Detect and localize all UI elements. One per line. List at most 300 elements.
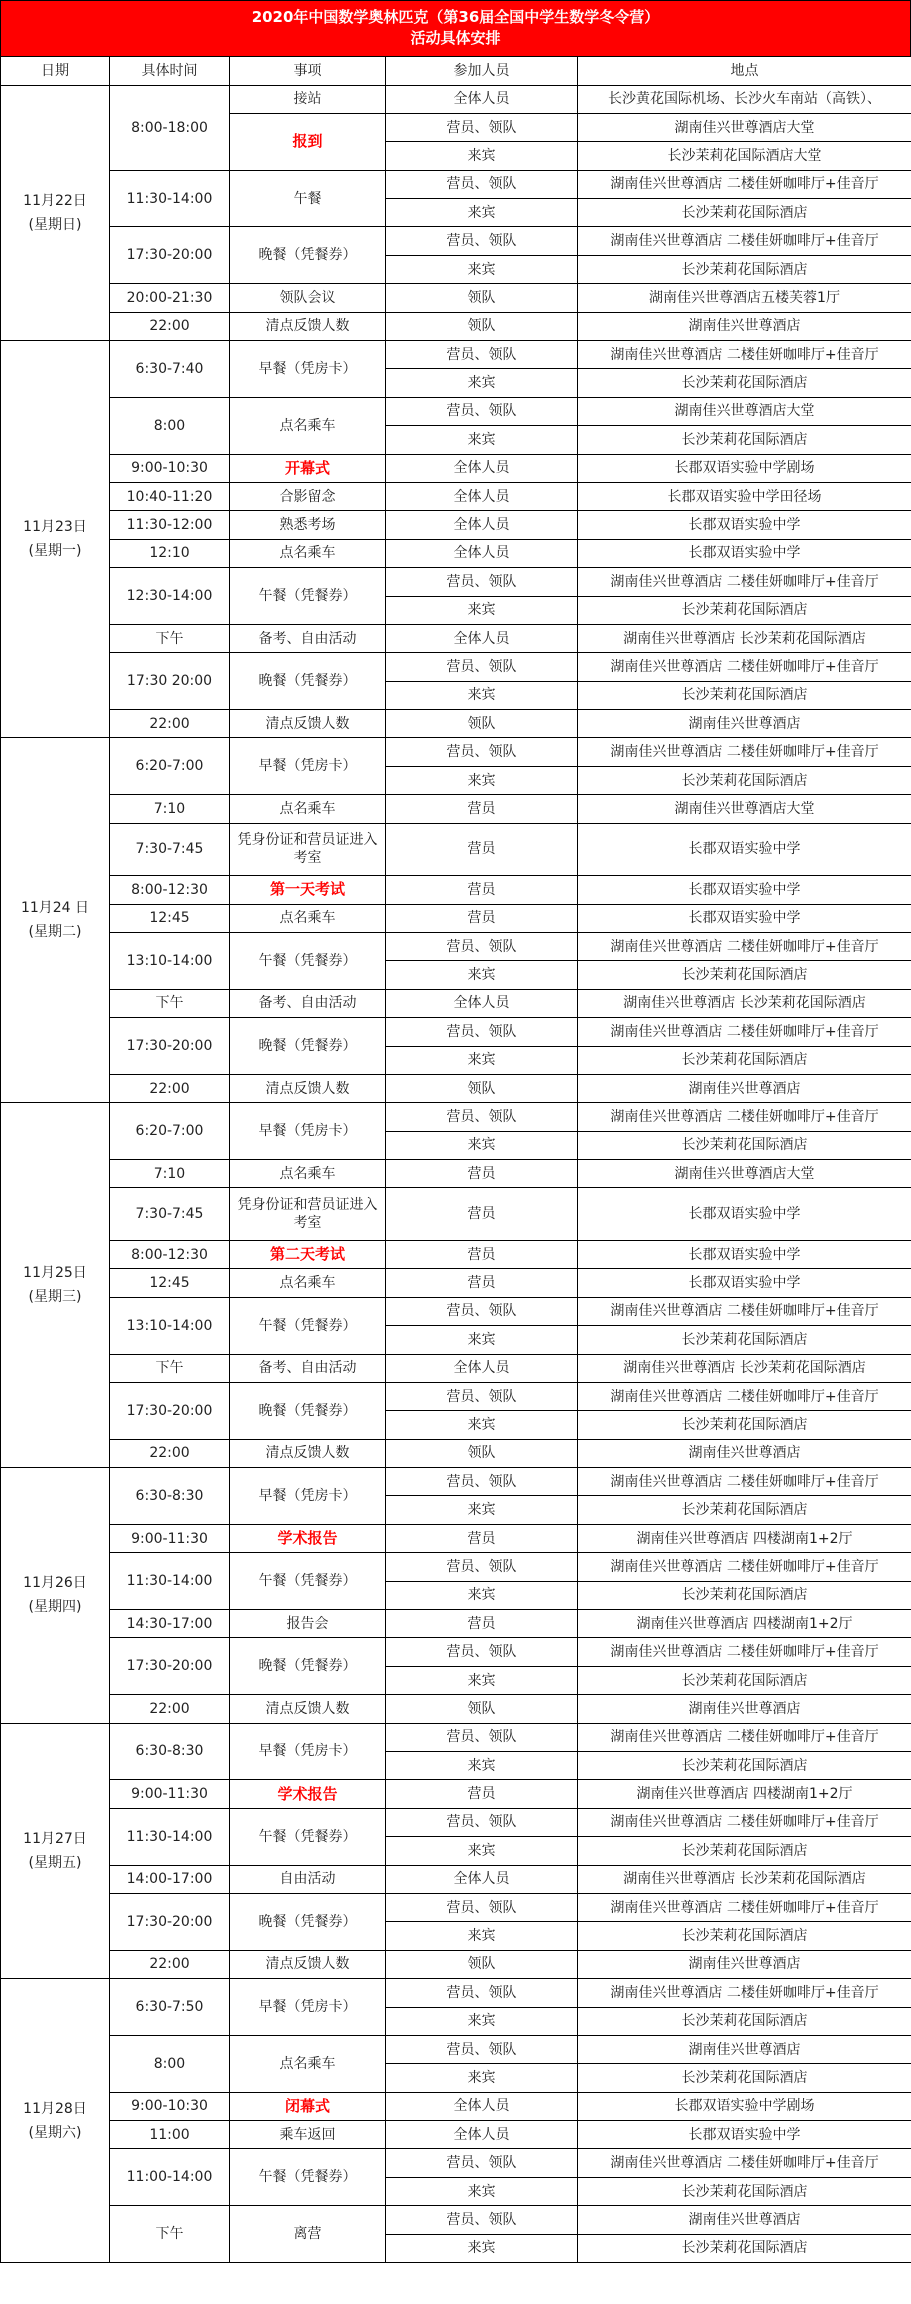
event-cell	[230, 1950, 386, 1978]
people-cell: 全体人员	[386, 454, 578, 482]
people-cell: 营员、领队	[386, 397, 578, 425]
people-cell: 全体人员	[386, 624, 578, 652]
place-cell: 湖南佳兴世尊酒店 二楼佳妍咖啡厅+佳音厅	[578, 1468, 911, 1496]
time-cell: 17:30-20:00	[110, 1382, 230, 1439]
page-subtitle: 活动具体安排	[410, 29, 501, 47]
place-cell: 湖南佳兴世尊酒店大堂	[578, 113, 911, 141]
event-cell	[230, 1979, 386, 2036]
event-label: 熟悉考场	[279, 517, 336, 534]
place-cell: 湖南佳兴世尊酒店	[578, 1950, 911, 1978]
event-label: 清点反馈人数	[265, 715, 350, 732]
table-row	[1, 511, 911, 539]
event-cell	[230, 2206, 386, 2263]
col-header-time: 具体时间	[110, 57, 230, 86]
place-cell: 湖南佳兴世尊酒店	[578, 710, 911, 738]
people-cell: 营员、领队	[386, 1893, 578, 1921]
event-label: 报告会	[286, 1615, 329, 1632]
people-cell: 营员、领队	[386, 341, 578, 369]
place-cell: 湖南佳兴世尊酒店 二楼佳妍咖啡厅+佳音厅	[578, 568, 911, 596]
event-cell	[230, 1160, 386, 1188]
time-cell: 11:30-14:00	[110, 1808, 230, 1865]
event-cell	[230, 1468, 386, 1525]
time-cell: 9:00-11:30	[110, 1524, 230, 1552]
people-cell: 营员	[386, 795, 578, 823]
place-cell: 湖南佳兴世尊酒店	[578, 1074, 911, 1102]
event-label: 晚餐（凭餐券）	[258, 673, 357, 690]
people-cell: 来宾	[386, 681, 578, 709]
people-cell: 领队	[386, 1074, 578, 1102]
table-row	[1, 1382, 911, 1410]
event-cell	[230, 932, 386, 989]
weekday-label: (星期四)	[28, 1599, 82, 1616]
event-cell	[230, 397, 386, 454]
time-cell: 6:30-7:40	[110, 341, 230, 398]
event-label: 晚餐（凭餐券）	[258, 1402, 357, 1419]
table-row	[1, 932, 911, 960]
people-cell: 来宾	[386, 1837, 578, 1865]
time-cell: 12:30-14:00	[110, 568, 230, 625]
table-row	[1, 1723, 911, 1751]
place-cell: 长沙茉莉花国际酒店大堂	[578, 142, 911, 170]
event-cell	[230, 2092, 386, 2120]
place-cell: 湖南佳兴世尊酒店 二楼佳妍咖啡厅+佳音厅	[578, 341, 911, 369]
place-cell: 长郡双语实验中学	[578, 539, 911, 567]
time-cell: 22:00	[110, 1950, 230, 1978]
weekday-label: (星期日)	[28, 216, 82, 233]
time-cell: 7:10	[110, 1160, 230, 1188]
event-cell	[230, 312, 386, 340]
event-label: 早餐（凭房卡）	[258, 360, 357, 377]
event-label-highlight: 学术报告	[277, 1784, 338, 1803]
event-cell	[230, 284, 386, 312]
table-row	[1, 1524, 911, 1552]
place-cell: 湖南佳兴世尊酒店 长沙茉莉花国际酒店	[578, 1354, 911, 1382]
table-row	[1, 738, 911, 766]
place-cell: 湖南佳兴世尊酒店五楼芙蓉1厅	[578, 284, 911, 312]
people-cell: 来宾	[386, 369, 578, 397]
event-label-highlight: 报到	[292, 132, 323, 151]
table-row	[1, 2206, 911, 2234]
date-label: 11月22日	[23, 192, 87, 209]
event-label: 早餐（凭房卡）	[258, 1743, 357, 1760]
people-cell: 来宾	[386, 142, 578, 170]
people-cell: 全体人员	[386, 511, 578, 539]
table-row	[1, 2121, 911, 2149]
event-cell	[230, 85, 386, 113]
people-cell: 全体人员	[386, 2092, 578, 2120]
event-label: 午餐（凭餐券）	[258, 1828, 357, 1845]
place-cell: 湖南佳兴世尊酒店 二楼佳妍咖啡厅+佳音厅	[578, 227, 911, 255]
col-header-date: 日期	[1, 57, 110, 86]
event-cell	[230, 1808, 386, 1865]
people-cell: 营员、领队	[386, 2149, 578, 2177]
weekday-label: (星期五)	[28, 1854, 82, 1871]
people-cell: 全体人员	[386, 1354, 578, 1382]
place-cell: 湖南佳兴世尊酒店 长沙茉莉花国际酒店	[578, 989, 911, 1017]
place-cell: 长郡双语实验中学剧场	[578, 454, 911, 482]
date-cell	[1, 85, 110, 341]
event-label: 领队会议	[279, 289, 336, 306]
people-cell: 营员、领队	[386, 1808, 578, 1836]
place-cell: 长沙茉莉花国际酒店	[578, 255, 911, 283]
time-cell: 7:10	[110, 795, 230, 823]
people-cell: 全体人员	[386, 85, 578, 113]
place-cell: 湖南佳兴世尊酒店 长沙茉莉花国际酒店	[578, 1865, 911, 1893]
time-cell: 11:30-14:00	[110, 1553, 230, 1610]
place-cell: 湖南佳兴世尊酒店 二楼佳妍咖啡厅+佳音厅	[578, 170, 911, 198]
place-cell: 湖南佳兴世尊酒店 二楼佳妍咖啡厅+佳音厅	[578, 1723, 911, 1751]
time-cell: 11:00	[110, 2121, 230, 2149]
table-row	[1, 227, 911, 255]
people-cell: 来宾	[386, 1666, 578, 1694]
event-label: 接站	[293, 91, 322, 108]
place-cell: 湖南佳兴世尊酒店 二楼佳妍咖啡厅+佳音厅	[578, 1979, 911, 2007]
place-cell: 长郡双语实验中学田径场	[578, 482, 911, 510]
people-cell: 营员、领队	[386, 932, 578, 960]
time-cell: 11:30-14:00	[110, 170, 230, 227]
event-label: 清点反馈人数	[265, 318, 350, 335]
time-cell: 13:10-14:00	[110, 932, 230, 989]
table-row	[1, 1103, 911, 1131]
table-row	[1, 2149, 911, 2177]
time-cell: 8:00-12:30	[110, 876, 230, 904]
time-cell: 14:30-17:00	[110, 1610, 230, 1638]
event-cell	[230, 454, 386, 482]
time-cell: 8:00	[110, 397, 230, 454]
place-cell: 长沙茉莉花国际酒店	[578, 1046, 911, 1074]
people-cell: 营员、领队	[386, 1979, 578, 2007]
place-cell: 长沙茉莉花国际酒店	[578, 961, 911, 989]
header-row	[1, 57, 911, 86]
event-cell	[230, 511, 386, 539]
event-cell	[230, 1893, 386, 1950]
time-cell: 17:30-20:00	[110, 1018, 230, 1075]
table-row	[1, 1188, 911, 1241]
place-cell: 湖南佳兴世尊酒店 二楼佳妍咖啡厅+佳音厅	[578, 1638, 911, 1666]
event-cell	[230, 1269, 386, 1297]
event-label: 凭身份证和营员证进入考室	[237, 832, 378, 867]
event-cell	[230, 795, 386, 823]
place-cell: 湖南佳兴世尊酒店 二楼佳妍咖啡厅+佳音厅	[578, 1553, 911, 1581]
event-label: 点名乘车	[279, 1275, 336, 1292]
time-cell: 9:00-10:30	[110, 454, 230, 482]
date-label: 11月26日	[23, 1575, 87, 1592]
event-cell	[230, 989, 386, 1017]
place-cell: 湖南佳兴世尊酒店大堂	[578, 795, 911, 823]
people-cell: 来宾	[386, 1751, 578, 1779]
event-label: 合影留念	[279, 488, 336, 505]
time-cell: 22:00	[110, 312, 230, 340]
people-cell: 来宾	[386, 1326, 578, 1354]
table-row	[1, 482, 911, 510]
people-cell: 来宾	[386, 2177, 578, 2205]
time-cell: 6:20-7:00	[110, 1103, 230, 1160]
page-title: 2020年中国数学奥林匹克（第36届全国中学生数学冬令营）	[251, 8, 660, 26]
place-cell: 湖南佳兴世尊酒店	[578, 2206, 911, 2234]
table-row	[1, 2092, 911, 2120]
col-header-people: 参加人员	[386, 57, 578, 86]
people-cell: 营员	[386, 1524, 578, 1552]
place-cell: 湖南佳兴世尊酒店大堂	[578, 397, 911, 425]
time-cell: 17:30-20:00	[110, 1638, 230, 1695]
event-label: 晚餐（凭餐券）	[258, 1913, 357, 1930]
event-cell	[230, 1297, 386, 1354]
event-cell	[230, 1074, 386, 1102]
time-cell: 12:10	[110, 539, 230, 567]
place-cell: 长沙茉莉花国际酒店	[578, 596, 911, 624]
time-cell: 9:00-11:30	[110, 1780, 230, 1808]
place-cell: 湖南佳兴世尊酒店	[578, 312, 911, 340]
people-cell: 来宾	[386, 199, 578, 227]
table-row	[1, 1979, 911, 2007]
table-row	[1, 1780, 911, 1808]
people-cell: 来宾	[386, 1046, 578, 1074]
place-cell: 长沙茉莉花国际酒店	[578, 681, 911, 709]
time-cell: 8:00	[110, 2035, 230, 2092]
people-cell: 营员、领队	[386, 2035, 578, 2063]
table-row	[1, 1160, 911, 1188]
people-cell: 营员	[386, 876, 578, 904]
people-cell: 营员、领队	[386, 1018, 578, 1046]
people-cell: 全体人员	[386, 482, 578, 510]
event-label: 晚餐（凭餐券）	[258, 1038, 357, 1054]
people-cell: 营员、领队	[386, 227, 578, 255]
event-cell	[230, 1553, 386, 1610]
place-cell: 长郡双语实验中学	[578, 904, 911, 932]
place-cell: 长沙黄花国际机场、长沙火车南站（高铁）、	[578, 85, 911, 113]
people-cell: 来宾	[386, 766, 578, 794]
place-cell: 湖南佳兴世尊酒店 二楼佳妍咖啡厅+佳音厅	[578, 932, 911, 960]
event-label: 备考、自由活动	[258, 630, 357, 647]
people-cell: 营员	[386, 1160, 578, 1188]
place-cell: 湖南佳兴世尊酒店 二楼佳妍咖啡厅+佳音厅	[578, 1018, 911, 1046]
people-cell: 营员、领队	[386, 170, 578, 198]
place-cell: 长沙茉莉花国际酒店	[578, 369, 911, 397]
time-cell: 10:40-11:20	[110, 482, 230, 510]
event-cell	[230, 1723, 386, 1780]
event-cell	[230, 904, 386, 932]
people-cell: 营员、领队	[386, 2206, 578, 2234]
table-row	[1, 653, 911, 681]
place-cell: 长沙茉莉花国际酒店	[578, 1666, 911, 1694]
weekday-label: (星期二)	[28, 924, 82, 941]
table-row	[1, 397, 911, 425]
table-row	[1, 454, 911, 482]
date-cell	[1, 1468, 110, 1724]
event-label: 午餐（凭餐券）	[258, 952, 357, 969]
event-label: 早餐（凭房卡）	[258, 1123, 357, 1140]
people-cell: 营员、领队	[386, 653, 578, 681]
date-label: 11月27日	[23, 1830, 87, 1847]
event-label: 晚餐（凭餐券）	[258, 247, 357, 264]
event-label-highlight: 第一天考试	[269, 880, 345, 899]
date-cell	[1, 1979, 110, 2263]
place-cell: 湖南佳兴世尊酒店 长沙茉莉花国际酒店	[578, 624, 911, 652]
event-cell	[230, 1439, 386, 1467]
event-cell	[230, 876, 386, 904]
table-row	[1, 1018, 911, 1046]
date-label: 11月23日	[23, 519, 87, 536]
table-row	[1, 341, 911, 369]
col-header-event: 事项	[230, 57, 386, 86]
place-cell: 湖南佳兴世尊酒店	[578, 1439, 911, 1467]
table-row	[1, 1893, 911, 1921]
event-cell	[230, 1240, 386, 1268]
event-label: 自由活动	[279, 1871, 336, 1888]
event-label-highlight: 开幕式	[284, 458, 330, 477]
people-cell: 来宾	[386, 2064, 578, 2092]
date-label: 11月25日	[23, 1265, 87, 1282]
place-cell: 长郡双语实验中学	[578, 1188, 911, 1241]
time-cell: 12:45	[110, 1269, 230, 1297]
people-cell: 来宾	[386, 255, 578, 283]
time-cell: 6:20-7:00	[110, 738, 230, 795]
time-cell: 11:00-14:00	[110, 2149, 230, 2206]
people-cell: 营员	[386, 1780, 578, 1808]
schedule-table	[0, 56, 911, 2263]
place-cell: 湖南佳兴世尊酒店	[578, 1695, 911, 1723]
people-cell: 全体人员	[386, 1865, 578, 1893]
event-cell	[230, 1103, 386, 1160]
place-cell: 长沙茉莉花国际酒店	[578, 2234, 911, 2262]
date-label: 11月28日	[23, 2100, 87, 2117]
table-row	[1, 539, 911, 567]
event-label: 午餐（凭餐券）	[258, 588, 357, 605]
people-cell: 来宾	[386, 1131, 578, 1159]
time-cell: 8:00-12:30	[110, 1240, 230, 1268]
time-cell: 22:00	[110, 1439, 230, 1467]
event-label: 早餐（凭房卡）	[258, 1999, 357, 2015]
table-row	[1, 2035, 911, 2063]
time-cell: 下午	[110, 2206, 230, 2263]
table-row	[1, 1553, 911, 1581]
people-cell: 营员	[386, 823, 578, 876]
place-cell: 长沙茉莉花国际酒店	[578, 1131, 911, 1159]
table-row	[1, 1610, 911, 1638]
people-cell: 营员、领队	[386, 1382, 578, 1410]
event-cell	[230, 1354, 386, 1382]
table-row	[1, 284, 911, 312]
event-label: 午餐（凭餐券）	[258, 2169, 357, 2186]
place-cell: 湖南佳兴世尊酒店 二楼佳妍咖啡厅+佳音厅	[578, 1297, 911, 1325]
time-cell: 14:00-17:00	[110, 1865, 230, 1893]
people-cell: 营员	[386, 904, 578, 932]
event-label-highlight: 闭幕式	[284, 2096, 330, 2115]
time-cell: 17:30-20:00	[110, 1893, 230, 1950]
event-cell	[230, 2121, 386, 2149]
place-cell: 长沙茉莉花国际酒店	[578, 2007, 911, 2035]
table-row	[1, 823, 911, 876]
table-row	[1, 1074, 911, 1102]
people-cell: 来宾	[386, 2234, 578, 2262]
place-cell: 长郡双语实验中学	[578, 2121, 911, 2149]
event-cell	[230, 2149, 386, 2206]
place-cell: 湖南佳兴世尊酒店大堂	[578, 1160, 911, 1188]
event-cell	[230, 1018, 386, 1075]
event-cell	[230, 539, 386, 567]
table-row	[1, 876, 911, 904]
time-cell: 下午	[110, 624, 230, 652]
schedule-body	[1, 85, 911, 2263]
place-cell: 湖南佳兴世尊酒店 二楼佳妍咖啡厅+佳音厅	[578, 1808, 911, 1836]
date-cell	[1, 1103, 110, 1468]
time-cell: 7:30-7:45	[110, 823, 230, 876]
people-cell: 来宾	[386, 1922, 578, 1950]
title-bar	[0, 0, 911, 56]
event-label: 早餐（凭房卡）	[258, 1487, 357, 1504]
place-cell: 长沙茉莉花国际酒店	[578, 1922, 911, 1950]
table-row	[1, 1439, 911, 1467]
table-row	[1, 1354, 911, 1382]
place-cell: 长郡双语实验中学	[578, 1269, 911, 1297]
people-cell: 来宾	[386, 1496, 578, 1524]
event-label: 清点反馈人数	[265, 1445, 350, 1462]
people-cell: 营员、领队	[386, 1297, 578, 1325]
table-row	[1, 710, 911, 738]
table-row	[1, 904, 911, 932]
event-cell	[230, 170, 386, 227]
table-row	[1, 1695, 911, 1723]
people-cell: 营员	[386, 1269, 578, 1297]
place-cell: 长郡双语实验中学	[578, 1240, 911, 1268]
people-cell: 来宾	[386, 426, 578, 454]
time-cell: 6:30-8:30	[110, 1468, 230, 1525]
date-label: 11月24 日	[20, 900, 90, 917]
event-label: 凭身份证和营员证进入考室	[237, 1197, 378, 1232]
time-cell: 7:30-7:45	[110, 1188, 230, 1241]
place-cell: 长沙茉莉花国际酒店	[578, 1496, 911, 1524]
table-row	[1, 1240, 911, 1268]
event-cell	[230, 2035, 386, 2092]
event-label: 备考、自由活动	[258, 1360, 357, 1377]
table-row	[1, 1297, 911, 1325]
people-cell: 营员	[386, 1240, 578, 1268]
event-label: 午餐	[293, 190, 322, 207]
event-cell	[230, 482, 386, 510]
place-cell: 湖南佳兴世尊酒店 二楼佳妍咖啡厅+佳音厅	[578, 653, 911, 681]
people-cell: 营员、领队	[386, 1553, 578, 1581]
people-cell: 全体人员	[386, 539, 578, 567]
table-row	[1, 170, 911, 198]
place-cell: 湖南佳兴世尊酒店 二楼佳妍咖啡厅+佳音厅	[578, 2149, 911, 2177]
event-cell	[230, 710, 386, 738]
event-cell	[230, 1610, 386, 1638]
table-row	[1, 85, 911, 113]
people-cell: 营员	[386, 1188, 578, 1241]
event-label: 清点反馈人数	[265, 1956, 350, 1973]
people-cell: 营员、领队	[386, 113, 578, 141]
event-cell	[230, 1695, 386, 1723]
time-cell: 12:45	[110, 904, 230, 932]
weekday-label: (星期三)	[28, 1289, 82, 1306]
event-cell	[230, 823, 386, 876]
event-cell	[230, 1780, 386, 1808]
people-cell: 营员、领队	[386, 568, 578, 596]
people-cell: 领队	[386, 284, 578, 312]
people-cell: 领队	[386, 1439, 578, 1467]
time-cell: 20:00-21:30	[110, 284, 230, 312]
event-label: 午餐（凭餐券）	[258, 1317, 357, 1334]
event-label: 点名乘车	[279, 1165, 336, 1182]
event-label: 点名乘车	[279, 800, 336, 817]
event-label: 午餐（凭餐券）	[258, 1573, 357, 1590]
table-row	[1, 1468, 911, 1496]
event-cell	[230, 1524, 386, 1552]
table-row	[1, 1808, 911, 1836]
place-cell: 长郡双语实验中学剧场	[578, 2092, 911, 2120]
place-cell: 湖南佳兴世尊酒店 二楼佳妍咖啡厅+佳音厅	[578, 1893, 911, 1921]
table-row	[1, 1865, 911, 1893]
